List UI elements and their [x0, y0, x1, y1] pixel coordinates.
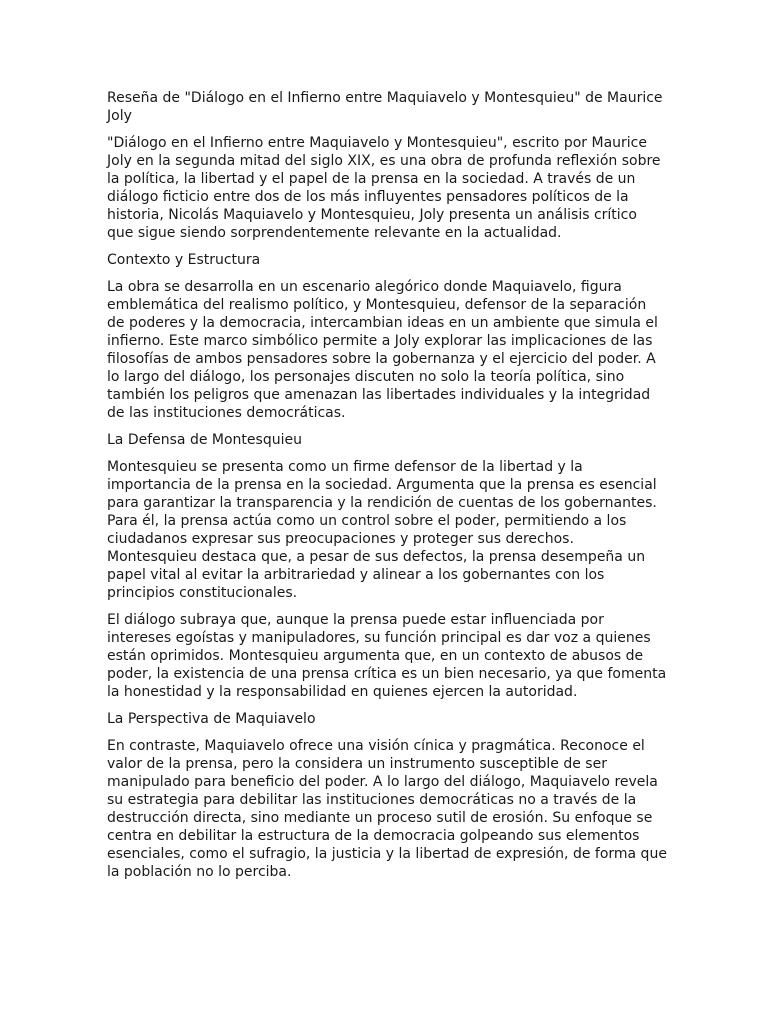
paragraph-contexto-1: La obra se desarrolla en un escenario alegórico donde Maquiavelo, figura emblemática del realismo político, y Montesquieu, defensor de la separación de poderes y la democracia, intercambian ideas en un ambiente que simula el infierno. Este marco simbólico permite a Joly explorar las implicaciones de las filosofías de ambos pensadores sobre la gobernanza y el ejercicio del poder. A lo largo del diálogo, los personajes discuten no solo la teoría política, sino también los peligros que amenazan las libertades individuales y la integridad de las instituciones democráticas.	[107, 279, 658, 421]
section-heading-contexto: Contexto y Estructura	[107, 252, 261, 268]
section-heading-montesquieu: La Defensa de Montesquieu	[107, 432, 302, 448]
section-heading-maquiavelo: La Perspectiva de Maquiavelo	[107, 711, 316, 727]
intro-paragraph: "Diálogo en el Infierno entre Maquiavelo y Montesquieu", escrito por Maurice Joly en la segunda mitad del siglo XIX, es una obra de profunda reflexión sobre la política, la libertad y el papel de la prensa en la sociedad. A través de un diálogo ficticio entre dos de los más influyentes pensadores políticos de la historia, Nicolás Maquiavelo y Montesquieu, Joly presenta un análisis crítico que sigue siendo sorprendentemente relevante en la actualidad.	[107, 135, 661, 241]
paragraph-montesquieu-2: El diálogo subraya que, aunque la prensa puede estar influenciada por intereses egoístas y manipuladores, su función principal es dar voz a quienes están oprimidos. Montesquieu argumenta que, en un contexto de abusos de poder, la existencia de una prensa crítica es un bien necesario, ya que fomenta la honestidad y la responsabilidad en quienes ejercen la autoridad.	[107, 612, 667, 700]
paragraph-maquiavelo-1: En contraste, Maquiavelo ofrece una visión cínica y pragmática. Reconoce el valor de la prensa, pero la considera un instrumento susceptible de ser manipulado para beneficio del poder. A lo largo del diálogo, Maquiavelo revela su estrategia para debilitar las instituciones democráticas no a través de la destrucción directa, sino mediante un proceso sutil de erosión. Su enfoque se centra en debilitar la estructura de la democracia golpeando sus elementos esenciales, como el sufragio, la justicia y la libertad de expresión, de forma que la población no lo perciba.	[107, 738, 667, 880]
paragraph-montesquieu-1: Montesquieu se presenta como un firme defensor de la libertad y la importancia de la prensa en la sociedad. Argumenta que la prensa es esencial para garantizar la transparencia y la rendición de cuentas de los gobernantes. Para él, la prensa actúa como un control sobre el poder, permitiendo a los ciudadanos expresar sus preocupaciones y proteger sus derechos. Montesquieu destaca que, a pesar de sus defectos, la prensa desempeña un papel vital al evitar la arbitrariedad y alinear a los gobernantes con los principios constitucionales.	[107, 459, 657, 601]
document-title: Reseña de "Diálogo en el Infierno entre Maquiavelo y Montesquieu" de Maurice Joly	[107, 90, 663, 124]
document-page	[107, 89, 667, 890]
